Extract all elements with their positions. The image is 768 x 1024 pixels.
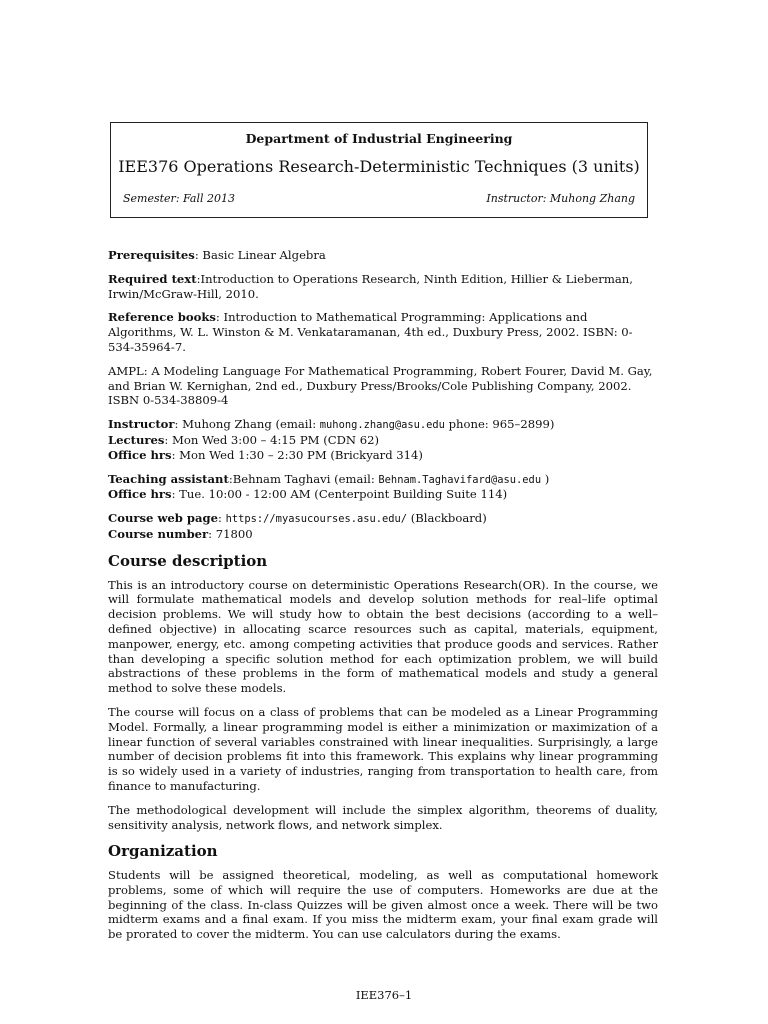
course-number-label: Course number (108, 526, 209, 541)
instructor-info (108, 417, 658, 433)
prerequisites-value: : Basic Linear Algebra (194, 248, 326, 262)
ta-close: ) (541, 471, 550, 486)
instructor-label: Instructor (108, 417, 175, 432)
organization-paragraph: Students will be assigned theoretical, modeling, as well as computational homework problems, some of which will require the use of computers. Homeworks are due at the beginning of the class. In-class Quizzes will be given almost once a week. There will be two midterm exams and a final exam. If you miss the midterm exam, your final exam grade will be prorated to cover the midterm. You can use calculators during the exams. (108, 868, 658, 942)
reference-books (108, 310, 658, 354)
semester: Semester: Fall 2013 (123, 192, 235, 205)
ta-info (108, 472, 658, 488)
required-text (108, 272, 658, 302)
reference-books-label: Reference books (108, 310, 216, 325)
instructor-value: : Muhong Zhang (email: (174, 417, 320, 432)
required-text-value: :Introduction to Operations Research, Ninth Edition, Hillier & Lieberman, Irwin/McGraw-Hill, 2010. (108, 271, 633, 301)
description-paragraph-2: The course will focus on a class of problems that can be modeled as a Linear Programming Model. Formally, a linear programming model is either a minimization or maximization of a linear function of several variables constrained with linear inequalities. Surprisingly, a large number of decision problems fit into this framework. This explains why linear programming is so widely used in a variety of industries, ranging from transportation to health care, from finance to manufacturing. (108, 704, 658, 793)
course-number (108, 527, 658, 542)
ta-office-hours (108, 487, 658, 502)
office-hours-value: : Mon Wed 1:30 – 2:30 PM (Brickyard 314) (171, 447, 423, 462)
page-number: IEE376–1 (355, 988, 413, 1002)
ta-office-value: : Tue. 10:00 - 12:00 AM (Centerpoint Building Suite 114) (171, 487, 508, 502)
ta-label: Teaching assistant (108, 471, 229, 486)
prerequisites (108, 248, 658, 263)
description-paragraph-1: This is an introductory course on deterministic Operations Research(OR). In the course, we will formulate mathematical models and develop solution methods for real–life optimal decision problems. We will study how to obtain the best decisions (according to a well–defined objective) in allocating scarce resources such as capital, materials, equipment, manpower, energy, etc. among competing activities that produce goods and services. Rather than developing a specific solution method for each optimization problem, we will build abstractions of these problems in the form of mathematical models and study a general method to solve these models. (108, 577, 658, 696)
ta-office-label: Office hrs (108, 487, 172, 502)
description-paragraph-3: The methodological development will include the simplex algorithm, theorems of duality, sensitivity analysis, network flows, and network simplex. (108, 802, 658, 832)
office-hours-label: Office hrs (108, 447, 172, 462)
lectures-value: : Mon Wed 3:00 – 4:15 PM (CDN 62) (164, 432, 379, 447)
instructor-heading: Instructor: Muhong Zhang (486, 192, 635, 205)
organization-heading: Organization (108, 842, 218, 861)
instructor-phone: phone: 965–2899) (444, 417, 555, 432)
course-web-page (108, 511, 658, 527)
ta-email[interactable]: Behnam.Taghavifard@asu.edu (378, 473, 542, 486)
reference-books-value: : Introduction to Mathematical Programming: Applications and Algorithms, W. L. Winston & M. Venkataramanan, 4th ed., Duxbury Press, 2002. ISBN: 0-534-35964-7. (108, 310, 633, 354)
office-hours-info (108, 448, 658, 463)
instructor-email[interactable]: muhong.zhang@asu.edu (319, 419, 445, 432)
ta-value: :Behnam Taghavi (email: (228, 471, 379, 486)
course-number-value: : 71800 (208, 526, 253, 541)
description-heading: Course description (108, 551, 268, 570)
prerequisites-label: Prerequisites (108, 248, 195, 262)
department-name: Department of Industrial Engineering (245, 131, 513, 146)
syllabus-content (108, 248, 658, 951)
web-url-link[interactable]: https://myasucourses.asu.edu/ (225, 513, 408, 526)
lectures-info (108, 433, 658, 448)
web-sep: : (218, 511, 226, 526)
lectures-label: Lectures (108, 432, 165, 447)
web-label: Course web page (108, 511, 219, 526)
required-text-label: Required text (108, 271, 197, 286)
header-box (110, 122, 648, 218)
ampl-reference: AMPL: A Modeling Language For Mathematical Programming, Robert Fourer, David M. Gay, and Brian W. Kernighan, 2nd ed., Duxbury Press/Brooks/Cole Publishing Company, 2002. ISBN 0-534-38809-4 (108, 363, 653, 408)
web-suffix: (Blackboard) (407, 511, 487, 526)
course-title: IEE376 Operations Research-Deterministic Techniques (3 units) (118, 157, 640, 176)
